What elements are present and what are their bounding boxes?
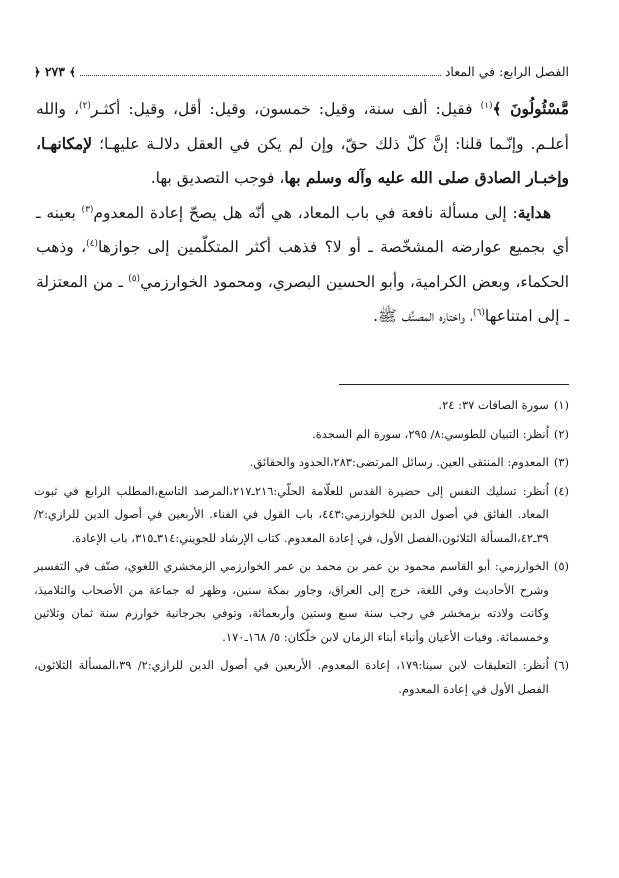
footnote-ref-5[interactable]: (٥) [128,273,141,284]
main-text [36,92,569,334]
paragraph-2-text-a: : إلى مسألة نافعة في باب المعاد، هي أنّه هل يصحّ إعادة المعدوم [93,203,518,222]
footnote-number: (٥) [553,559,569,573]
paragraph-2 [36,196,569,334]
running-header [34,60,569,82]
footnotes [34,394,569,706]
footnote-6 [34,654,569,701]
footnote-number: (٦) [553,658,569,672]
paragraph-1-text-c: ، فوجب التصديق بها. [150,169,285,187]
footnote-text: اُنظر: التبيان للطوسي:٨/ ٢٩٥، سورة الم السجدة. [312,426,549,441]
footnote-text: سورة الصافات ٣٧: ٢٤. [438,398,549,412]
footnote-number: (٣) [553,455,569,469]
footnote-3 [34,451,569,475]
page-number-value: ٢٧٣ [44,63,65,79]
paragraph-1-text-b: ، والله أعلـم. وإنّـما قلنا: إنَّ كلّ ذلك حقّ، وإن لم يكن في العقل دلالـة عليهـا؛ [36,100,569,153]
footnote-4 [34,480,569,551]
footnote-ref-4[interactable]: (٤) [86,238,99,249]
footnote-ref-6[interactable]: (٦) [472,307,485,318]
footnote-1 [34,394,569,418]
page-number-ornament-left: ﴿ [34,65,41,79]
page-number-ornament-right: ﴾ [69,65,76,79]
footnote-number: (٤) [553,483,569,498]
paragraph-1-emphasis: لإمكانهـا، وإخبـار الصادق صلى الله عليه وآله وسلم بها [36,133,569,187]
quran-quote: مَّسْئُولُونَ ﴾ [492,99,570,118]
footnote-separator [339,384,569,385]
header-dot-leader [80,75,441,76]
paragraph-1 [36,92,569,196]
footnote-number: (٢) [553,426,569,441]
footnote-ref-3[interactable]: (٣) [81,204,94,215]
paragraph-2-text-c: ، وذهب الحكماء، وبعض الكرامية، وأبو الحسين البصري، ومحمود الخوارزمي [36,238,569,291]
footnote-text: اُنظر: التعليقات لابن سينا:١٧٩، إعادة المعدوم. الأربعين في أصول الدين للرازي:٢/ ٣٩،المسألة الثلاثون، الفصل الأول في إعادة المعدوم. [34,658,549,696]
paragraph-1-text-a: فقيل: ألف سنة، وقيل: خمسون، وقيل: أقل، وقيل: أكثـر [90,100,481,118]
footnote-number: (١) [553,398,569,412]
footnote-5 [34,555,569,649]
paragraph-2-text-d: ـ من المعتزلة ـ إلى امتناعها [36,272,569,325]
paragraph-2-text-e: ، واختاره المصنِّف ﷺ. [373,307,473,325]
chapter-title: الفصل الرابع: في المعاد [444,63,569,79]
footnote-ref-2[interactable]: (٢) [79,100,91,111]
paragraph-2-text-b: بعينه ـ أي بجميع عوارضه المشخّصة ـ أو لا؟ فذهب أكثر المتكلّمين إلى جوازها [36,203,569,256]
footnote-text: الخوارزمي: أبو القاسم محمود بن عمر بن محمد بن عمر الخوارزمي الزمخشري اللغوي، صنّف في التفسير وشرح الأحاديث وفي اللغة، خرج إلى العراق، وجاور بمكة سنين، وظهر له جماعة من الأصحاب والتلاميذ، وكانت ولادته بزمخشر في رجب سنة سبع وستين وأربعمائة، وتوفي بجرجانية خوارزم سنة ثمان وثلاثين وخمسمائة. وفيات الأعيان وأنباء أبناء الزمان لابن خلّكان: ٥/ ١٦٨ـ١٧٠. [34,559,549,644]
page-number [34,64,76,79]
footnote-2 [34,423,569,447]
footnote-text: اُنظر: تسليك النفس إلى حضيرة القدس للعلّامة الحلّي:٢١٦ـ٢١٧،المرصد التاسع،المطلب الرابع في ثبوت المعاد. الفائق في أصول الدين للخوارزمي:٤٤٣، باب القول في الفناء. الأربعين في أصول الدين للرازي:٢/ ٣٩ـ٤٢،المسألة الثلاثون،الفصل الأول، في إعادة المعدوم. كتاب الإرشاد للجويني:٣١٤ـ٣١٥، باب الإعادة. [34,483,549,545]
footnote-ref-1[interactable]: (١) [480,100,493,111]
section-label-hidaya: هداية [517,202,551,222]
footnote-text: المعدوم: المنتقى العين. رسائل المرتضى:٢٨٣،الحدود والحقائق. [249,455,549,469]
